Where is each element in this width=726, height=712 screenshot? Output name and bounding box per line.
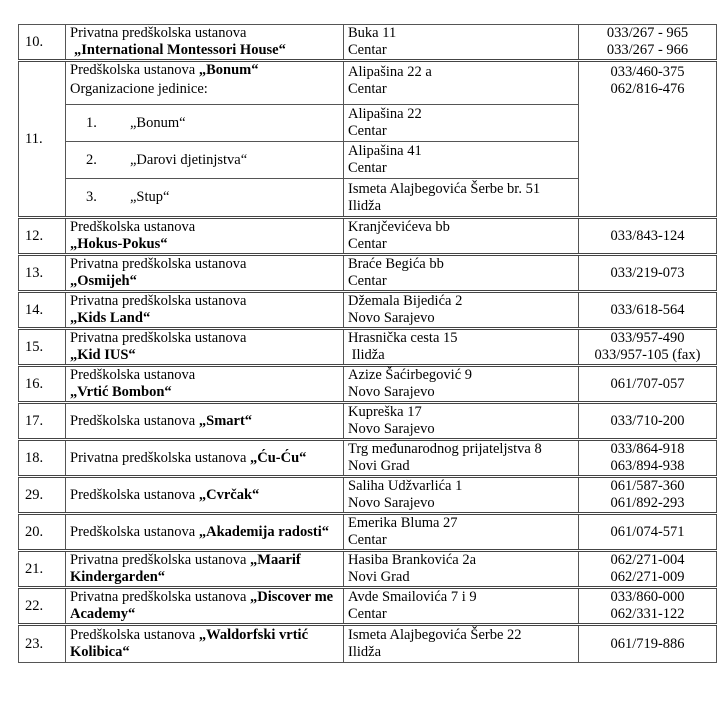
table-row	[19, 625, 717, 663]
phone-secondary: 033/267 - 966	[606, 42, 689, 58]
org-unit-name: „Stup“	[130, 189, 170, 205]
institution-type-line	[70, 62, 339, 79]
row-number: 13.	[19, 255, 66, 292]
institution-cell	[66, 255, 344, 292]
table-row	[19, 61, 717, 105]
table-row	[19, 218, 717, 255]
institution-cell	[66, 403, 344, 440]
institution-name: „Smart“	[198, 412, 253, 429]
table-row	[19, 403, 717, 440]
phone-cell	[579, 25, 717, 61]
institution-cell	[66, 366, 344, 403]
address-cell	[344, 440, 579, 477]
phone-cell	[579, 551, 717, 588]
municipality: Novi Grad	[348, 569, 410, 585]
institution-name: „Ću-Ću“	[250, 449, 307, 466]
phone-primary: 033/618-564	[610, 301, 685, 318]
street: Džemala Bijedića 2	[348, 293, 463, 309]
row-number: 22.	[19, 588, 66, 625]
row-number: 20.	[19, 514, 66, 551]
street: Hrasnička cesta 15	[348, 330, 458, 346]
address-cell	[344, 477, 579, 514]
institution-name: „Akademija radosti“	[198, 523, 329, 540]
phone-primary: 061/719-886	[610, 635, 685, 652]
address-cell	[344, 218, 579, 255]
org-unit-name-cell	[66, 105, 344, 142]
row-number: 11.	[19, 61, 66, 218]
phone-primary: 033/710-200	[610, 412, 685, 429]
municipality: Centar	[348, 160, 387, 176]
org-unit-address-cell	[344, 105, 579, 142]
institution-cell	[66, 551, 344, 588]
table-row	[19, 292, 717, 329]
phone-primary: 033/460-375	[610, 64, 685, 80]
phone-cell	[579, 403, 717, 440]
street: Saliha Udžvarlića 1	[348, 478, 463, 494]
row-number: 12.	[19, 218, 66, 255]
address-cell	[344, 588, 579, 625]
municipality: Ilidža	[348, 347, 385, 363]
municipality: Centar	[348, 123, 387, 139]
institution-type: Predškolska ustanova	[70, 627, 196, 643]
institution-type: Privatna predškolska ustanova	[70, 589, 247, 605]
address-cell	[344, 514, 579, 551]
phone-primary: 033/267 - 965	[606, 25, 689, 41]
street: Avde Smailovića 7 i 9	[348, 589, 477, 605]
org-unit-name-cell	[66, 142, 344, 179]
institution-type: Predškolska ustanova	[70, 523, 196, 540]
row-number: 21.	[19, 551, 66, 588]
street: Kranjčevićeva bb	[348, 219, 450, 235]
phone-cell	[579, 218, 717, 255]
org-unit-address-cell	[344, 179, 579, 218]
org-unit-name: „Bonum“	[130, 114, 186, 131]
org-units-label: Organizacione jedinice:	[70, 81, 208, 97]
table-row	[19, 440, 717, 477]
street: Ismeta Alajbegovića Šerbe 22	[348, 627, 522, 643]
address-cell	[344, 25, 579, 61]
municipality: Novo Sarajevo	[348, 384, 435, 400]
phone-cell	[579, 255, 717, 292]
institution-cell	[66, 329, 344, 366]
org-unit-name-cell	[66, 179, 344, 218]
institution-cell	[66, 514, 344, 551]
municipality: Centar	[348, 273, 387, 289]
address-cell	[344, 255, 579, 292]
institution-name: „Kid IUS“	[70, 347, 136, 363]
municipality: Centar	[348, 606, 387, 622]
row-number: 14.	[19, 292, 66, 329]
org-unit-index: 1.	[86, 114, 97, 131]
phone-cell	[579, 514, 717, 551]
street: Alipašina 22 a	[348, 64, 432, 80]
phone-secondary: 061/892-293	[610, 495, 685, 511]
table-row	[19, 588, 717, 625]
org-unit-address-cell	[344, 142, 579, 179]
institution-name: „Hokus-Pokus“	[70, 236, 168, 252]
phone-primary: 033/219-073	[610, 264, 685, 281]
street: Alipašina 41	[348, 143, 422, 159]
row-number: 10.	[19, 25, 66, 61]
municipality: Centar	[348, 532, 387, 548]
municipality: Centar	[348, 236, 387, 252]
institution-name: „Maarif Kindergarden“	[70, 552, 301, 585]
phone-cell	[579, 588, 717, 625]
phone-cell	[579, 366, 717, 403]
municipality: Novi Grad	[348, 458, 410, 474]
municipality: Centar	[348, 81, 387, 97]
municipality: Novo Sarajevo	[348, 421, 435, 437]
institution-cell	[66, 25, 344, 61]
address-cell	[344, 551, 579, 588]
institution-cell	[66, 440, 344, 477]
org-unit-index: 3.	[86, 189, 97, 205]
institution-cell	[66, 588, 344, 625]
phone-primary: 033/957-490	[610, 330, 685, 346]
institution-type: Privatna predškolska ustanova	[70, 330, 247, 346]
row-number: 18.	[19, 440, 66, 477]
institution-type: Predškolska ustanova	[70, 367, 196, 383]
street: Kupreška 17	[348, 404, 422, 420]
phone-primary: 033/843-124	[610, 227, 685, 244]
institution-name: „Kids Land“	[70, 310, 151, 326]
institution-type: Privatna predškolska ustanova	[70, 25, 247, 41]
institution-type: Privatna predškolska ustanova	[70, 449, 247, 466]
row-number: 23.	[19, 625, 66, 663]
municipality: Centar	[348, 42, 387, 58]
address-cell	[344, 366, 579, 403]
phone-secondary: 062/331-122	[610, 606, 685, 622]
street: Hasiba Brankovića 2a	[348, 552, 477, 568]
phone-primary: 033/860-000	[610, 589, 685, 605]
phone-cell	[579, 440, 717, 477]
institution-name: „Discover me Academy“	[70, 589, 334, 622]
municipality: Ilidža	[348, 644, 382, 660]
phone-secondary: 063/894-938	[610, 458, 685, 474]
phone-secondary: 062/271-009	[610, 569, 685, 585]
municipality: Novo Sarajevo	[348, 310, 435, 326]
institution-type: Predškolska ustanova	[70, 62, 196, 78]
street: Braće Begića bb	[348, 256, 444, 272]
table-row	[19, 366, 717, 403]
table-row	[19, 329, 717, 366]
row-number: 17.	[19, 403, 66, 440]
phone-primary: 061/587-360	[610, 478, 685, 494]
institution-type: Privatna predškolska ustanova	[70, 256, 247, 272]
phone-primary: 033/864-918	[610, 441, 685, 457]
phone-cell	[579, 625, 717, 663]
address-cell	[344, 403, 579, 440]
phone-primary: 061/074-571	[610, 523, 685, 540]
institution-type: Predškolska ustanova	[70, 412, 196, 429]
institution-type: Predškolska ustanova	[70, 486, 196, 503]
table-row	[19, 25, 717, 61]
street: Buka 11	[348, 25, 397, 41]
municipality: Ilidža	[348, 197, 382, 214]
phone-cell	[579, 292, 717, 329]
institution-type: Privatna predškolska ustanova	[70, 552, 247, 568]
address-cell	[344, 329, 579, 366]
row-number: 29.	[19, 477, 66, 514]
institution-cell	[66, 292, 344, 329]
street: Ismeta Alajbegovića Šerbe br. 51	[348, 180, 541, 197]
institution-name: „Cvrčak“	[198, 486, 260, 503]
phone-cell	[579, 329, 717, 366]
address-cell	[344, 292, 579, 329]
street: Trg međunarodnog prijateljstva 8	[348, 441, 542, 457]
phone-cell	[579, 477, 717, 514]
address-cell	[344, 61, 579, 105]
institution-type: Privatna predškolska ustanova	[70, 293, 247, 309]
phone-primary: 062/271-004	[610, 552, 685, 568]
address-cell	[344, 625, 579, 663]
row-number: 15.	[19, 329, 66, 366]
phone-cell	[579, 61, 717, 218]
institution-type: Predškolska ustanova	[70, 219, 196, 235]
institution-cell	[66, 625, 344, 663]
table-row	[19, 514, 717, 551]
institution-cell	[66, 61, 344, 105]
institution-name: „Vrtić Bombon“	[70, 384, 172, 400]
kindergarten-directory-table	[18, 24, 717, 663]
row-number: 16.	[19, 366, 66, 403]
table-row	[19, 551, 717, 588]
institution-name: „Osmijeh“	[70, 273, 137, 289]
table-row	[19, 255, 717, 292]
phone-secondary: 062/816-476	[610, 81, 685, 97]
org-unit-index: 2.	[86, 151, 97, 168]
institution-cell	[66, 477, 344, 514]
institution-cell	[66, 218, 344, 255]
street: Alipašina 22	[348, 106, 422, 122]
street: Azize Šaćirbegović 9	[348, 367, 473, 383]
institution-name: „Bonum“	[198, 62, 259, 78]
institution-name: „International Montessori House“	[74, 42, 286, 58]
table-row	[19, 477, 717, 514]
phone-primary: 061/707-057	[610, 375, 685, 392]
org-unit-name: „Darovi djetinjstva“	[130, 151, 248, 168]
institution-name: „Waldorfski vrtić Kolibica“	[70, 627, 309, 660]
street: Emerika Bluma 27	[348, 515, 458, 531]
municipality: Novo Sarajevo	[348, 495, 435, 511]
phone-secondary: 033/957-105 (fax)	[594, 347, 701, 363]
